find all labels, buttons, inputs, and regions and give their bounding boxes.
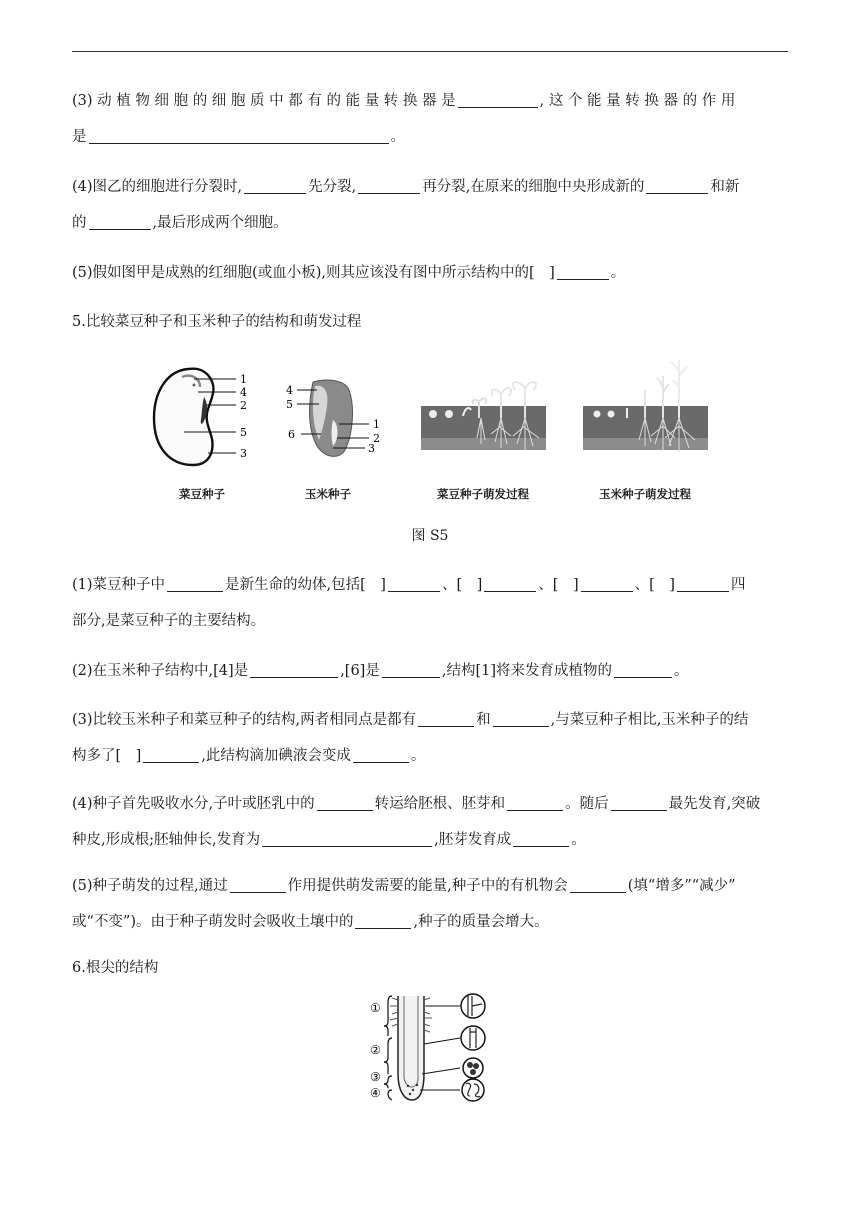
corn-label-5: 5 — [286, 398, 293, 411]
corn-label-3: 3 — [368, 442, 375, 455]
answer-blank[interactable] — [353, 746, 409, 763]
caption-corn-germination: 玉米种子萌发过程 — [599, 487, 691, 501]
answer-blank[interactable] — [355, 912, 411, 929]
answer-blank[interactable] — [484, 575, 536, 592]
answer-blank[interactable] — [570, 876, 626, 893]
root-label-3: ③ — [370, 1070, 381, 1084]
bean-label-3: 3 — [240, 447, 247, 460]
answer-blank[interactable] — [244, 177, 306, 194]
answer-blank[interactable] — [677, 575, 729, 592]
header-rule — [72, 51, 788, 52]
answer-blank[interactable] — [493, 710, 549, 727]
answer-blank[interactable] — [418, 710, 474, 727]
question-3-line-2: 是 。 — [72, 129, 405, 145]
bean-label-2: 2 — [240, 399, 247, 412]
answer-blank[interactable] — [89, 213, 151, 230]
section-6-title: 6.根尖的结构 — [72, 960, 159, 976]
answer-blank[interactable] — [388, 575, 440, 592]
bean-germination-image — [421, 378, 546, 464]
root-label-4: ④ — [370, 1086, 381, 1100]
answer-blank[interactable] — [646, 177, 708, 194]
sec5-q1-line-2: 部分,是菜豆种子的主要结构。 — [72, 613, 266, 629]
bean-label-1: 1 — [240, 373, 247, 386]
caption-bean-seed: 菜豆种子 — [179, 487, 225, 501]
bean-seed-diagram — [148, 363, 258, 471]
answer-blank[interactable] — [458, 91, 538, 108]
root-label-2: ② — [370, 1043, 381, 1057]
caption-bean-germination: 菜豆种子萌发过程 — [437, 487, 529, 501]
answer-blank[interactable] — [230, 876, 286, 893]
answer-blank[interactable] — [143, 746, 199, 763]
question-4-line-2: 的 ,最后形成两个细胞。 — [72, 215, 288, 231]
question-3-line-1: (3) 动 植 物 细 胞 的 细 胞 质 中 都 有 的 能 量 转 换 器 是 , 这 个 能 量 转 换 器 的 作 用 — [72, 93, 736, 109]
sec5-q4-line-2: 种皮,形成根;胚轴伸长,发育为 ,胚芽发育成 。 — [72, 832, 586, 848]
corn-germination-image — [583, 356, 708, 464]
root-tip-diagram — [368, 992, 493, 1104]
answer-blank[interactable] — [89, 127, 389, 144]
answer-blank[interactable] — [317, 794, 373, 811]
sec5-q3-line-1: (3)比较玉米种子和菜豆种子的结构,两者相同点是都有 和 ,与菜豆种子相比,玉米种子的结 — [72, 712, 749, 728]
answer-blank[interactable] — [250, 661, 338, 678]
corn-label-4: 4 — [286, 384, 293, 397]
sec5-q5-line-1: (5)种子萌发的过程,通过 作用提供萌发需要的能量,种子中的有机物会 (填“增多”“减少” — [72, 878, 736, 894]
corn-label-1: 1 — [373, 418, 380, 431]
answer-blank[interactable] — [262, 830, 432, 847]
bean-label-4: 4 — [240, 386, 247, 399]
bean-label-5: 5 — [240, 426, 247, 439]
sec5-q3-line-2: 构多了[ ] ,此结构滴加碘液会变成 。 — [72, 748, 426, 764]
sec5-q1-line-1: (1)菜豆种子中 是新生命的幼体,包括[ ] 、[ ] 、[ ] 、[ ] 四 — [72, 577, 746, 593]
answer-blank[interactable] — [513, 830, 569, 847]
answer-blank[interactable] — [382, 661, 440, 678]
question-5: (5)假如图甲是成熟的红细胞(或血小板),则其应该没有图中所示结构中的[ ] 。 — [72, 265, 626, 281]
answer-blank[interactable] — [614, 661, 672, 678]
corn-label-6: 6 — [288, 428, 295, 441]
corn-seed-diagram — [283, 376, 393, 464]
answer-blank[interactable] — [581, 575, 633, 592]
answer-blank[interactable] — [611, 794, 667, 811]
caption-corn-seed: 玉米种子 — [305, 487, 351, 501]
answer-blank[interactable] — [507, 794, 563, 811]
question-4-line-1: (4)图乙的细胞进行分裂时, 先分裂, 再分裂,在原来的细胞中央形成新的 和新 — [72, 179, 740, 195]
sec5-q5-line-2: 或“不变”)。由于种子萌发时会吸收土壤中的 ,种子的质量会增大。 — [72, 914, 549, 930]
sec5-q4-line-1: (4)种子首先吸收水分,子叶或胚乳中的 转运给胚根、胚芽和 。随后 最先发育,突破 — [72, 796, 761, 812]
root-label-1: ① — [370, 1001, 381, 1015]
sec5-q2: (2)在玉米种子结构中,[4]是 ,[6]是 ,结构[1]将来发育成植物的 。 — [72, 663, 689, 679]
answer-blank[interactable] — [358, 177, 420, 194]
answer-blank[interactable] — [557, 263, 609, 280]
figure-label: 图 S5 — [411, 528, 449, 544]
section-5-title: 5.比较菜豆种子和玉米种子的结构和萌发过程 — [72, 314, 362, 330]
corn-label-2: 2 — [373, 432, 380, 445]
answer-blank[interactable] — [167, 575, 223, 592]
